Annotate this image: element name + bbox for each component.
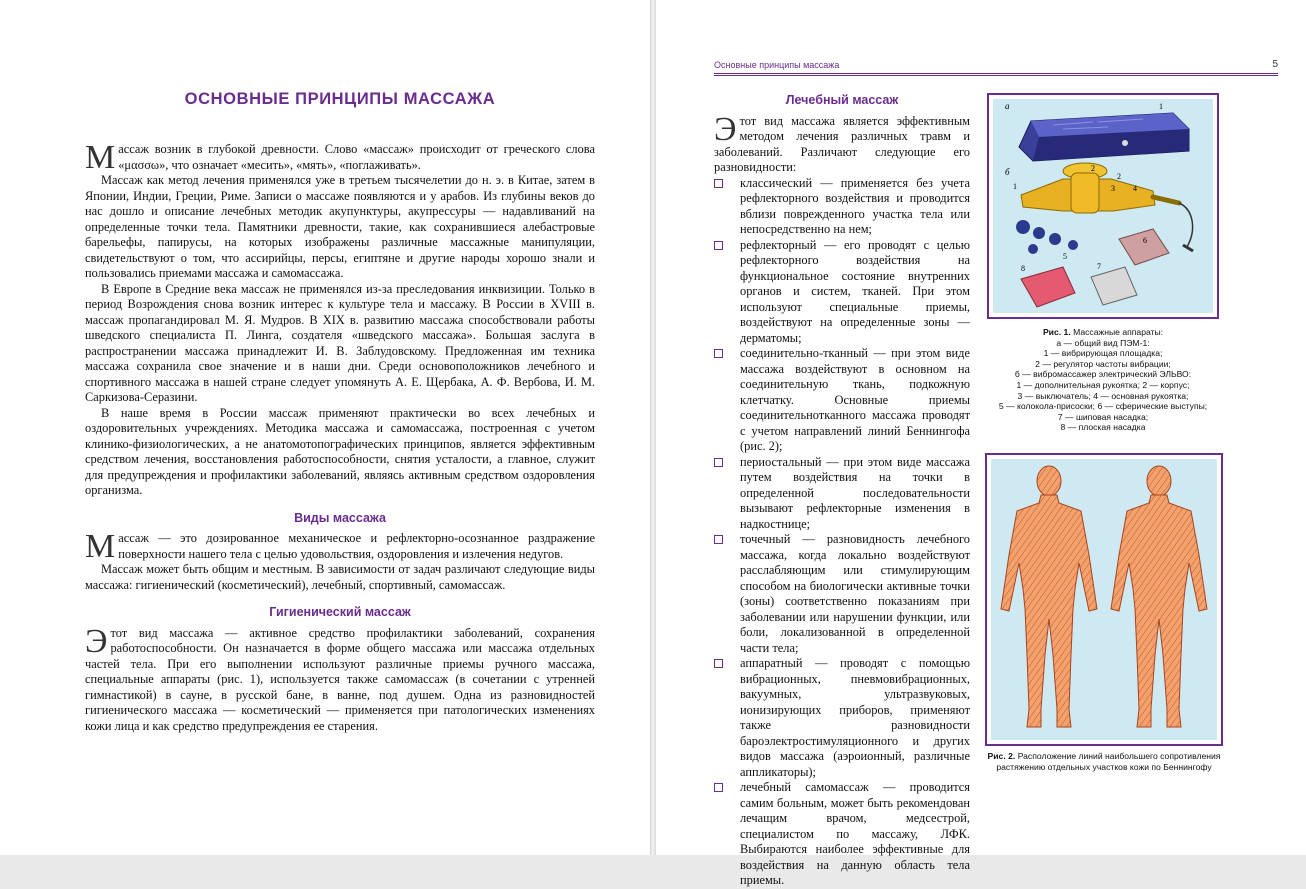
right-page: [656, 0, 1306, 887]
label-2b: 2: [1117, 172, 1121, 181]
flat-pad: [1021, 267, 1075, 307]
label-3: 3: [1111, 184, 1115, 193]
drop-cap: Э: [714, 110, 737, 148]
list-item: соединительно-тканный — при этом виде массажа воздействуют в основном на соединительную ткань, подкожную клетчатку. Основные приемы соединительнотканного массажа проводят с учетом направлений линий Беннингофа (рис. 2);: [714, 346, 970, 455]
page-title: ОСНОВНЫЕ ПРИНЦИПЫ МАССАЖА: [184, 90, 496, 108]
figure-2-benninghoff-lines: [985, 453, 1223, 746]
elvo-device: [1021, 163, 1193, 251]
left-text-column: [85, 139, 595, 734]
list-item: аппаратный — проводят с помощью вибрационных, пневмовибрационных, вакуумных, ультразвуковых, ионизирующих приборов, применяют также разновидности бароэлектростимуляционного и других видов массажа (аэроионный, различные аппликаторы);: [714, 656, 970, 780]
suction-bells: [1016, 220, 1078, 254]
hygiene-paragraph-1: Этот вид массажа — активное средство профилактики заболеваний, сохранения работоспособности. Он назначается в форме общего массажа или массажа отдельных частей тела. При его выполнении используют различные приемы ручного массажа, специальные аппараты (рис. 1), используется также самомассаж (в сочетании с утренней гимнастикой) в сауне, в русской бане, в ванне, под душем. Одна из разновидностей гигиенического массажа — косметический — применяется при патологических изменениях кожи лица и как средство предупреждения ее старения.: [85, 622, 595, 733]
back-body-figure: [1111, 466, 1207, 727]
right-text-column: [714, 93, 970, 889]
checkbox-bullet-icon: [714, 349, 723, 358]
label-4: 4: [1133, 184, 1137, 193]
massage-devices-illustration: [993, 99, 1213, 313]
checkbox-bullet-icon: [714, 535, 723, 544]
drop-cap: Э: [85, 622, 108, 660]
checkbox-bullet-icon: [714, 241, 723, 250]
figure-1-massage-devices: [987, 93, 1219, 319]
intro-paragraph-4: В наше время в России массаж применяют практически во всех лечебных и оздоровительных учреждениях. Методика массажа и самомассажа, построенная с учетом клинико-физиологических, а не анатомотопографических принципов, является эффективным средством лечения, восстановления работоспособности, снятия усталости, а главное, служит для предупреждения и профилактики заболеваний, являясь активным средством оздоровления организма.: [85, 405, 595, 497]
figure-2-caption: Рис. 2. Расположение линий наибольшего сопротивления растяжению отдельных участков кожи по Беннингофу: [987, 751, 1221, 772]
spiked-attachment: [1091, 267, 1137, 305]
list-item: лечебный самомассаж — проводится самим больным, может быть рекомендован лечащим врачом, медсестрой, специалистом по массажу, ЛФК. Выбираются наиболее эффективные для воздействия на данную область тела приемы.: [714, 780, 970, 889]
figure-1-background: [993, 99, 1213, 313]
label-b: б: [1005, 167, 1010, 177]
label-6: 6: [1143, 236, 1147, 245]
label-2: 2: [1091, 164, 1095, 173]
checkbox-bullet-icon: [714, 659, 723, 668]
section-heading-medical: Лечебный массаж: [785, 93, 899, 107]
checkbox-bullet-icon: [714, 783, 723, 792]
front-body-figure: [1001, 466, 1097, 727]
list-item: периостальный — при этом виде массажа путем воздействия на точки в определенной последовательности вызывают рефлекторные изменения в надкостнице;: [714, 455, 970, 533]
drop-cap: М: [85, 139, 116, 176]
label-8: 8: [1021, 264, 1025, 273]
intro-paragraph-2: Массаж как метод лечения применялся уже в третьем тысячелетии до н. э. в Китае, затем в Японии, Индии, Греции, Риме. Записи о массаже появляются и у арабов. Из глубины веков до нас дошло и описание лечебных методик акупунктуры, акупрессуры — надавливаний на определенные точки тела. Памятники древности, такие, как сохранившиеся алебастровые барельефы, папирусы, на которых изображены различные массажные манипуляции, свидетельствуют о том, что ассирийцы, персы, египтяне и другие народы хорошо знали и пользовались приемами массажа и самомассажа.: [85, 173, 595, 280]
label-5: 5: [1063, 252, 1067, 261]
drop-cap: М: [85, 528, 116, 565]
running-head: [714, 60, 1278, 74]
figure-1-caption: Рис. 1. Массажные аппараты: а — общий вид ПЭМ-1: 1 — вибрирующая площадка; 2 — регулятор частоты вибрации; б — вибромассажер электрический ЭЛЬВО: 1 — дополнительная рукоятка; 2 — корпус; 3 — выключатель; 4 — основная рукоятка; 5 — колокола-присоски; 6 — сферические выступы; 7 — шиповая насадка; 8 — плоская насадка: [998, 327, 1208, 433]
label-1b: 1: [1013, 182, 1017, 191]
left-page: [0, 0, 650, 855]
types-paragraph-2: Массаж может быть общим и местным. В зависимости от задач различают следующие виды массажа: гигиенический (косметический), лечебный, спортивный, самомассаж.: [85, 562, 595, 592]
body-lines-illustration: [991, 459, 1217, 740]
figure-2-background: [991, 459, 1217, 740]
list-item: классический — применяется без учета рефлекторного воздействия и проводится вблизи поврежденного участка тела или непосредственно на нем;: [714, 176, 970, 238]
medical-intro: Этот вид массажа является эффективным методом лечения различных травм и заболеваний. Различают следующие его разновидности:: [714, 110, 970, 174]
spherical-pad: [1119, 229, 1169, 265]
label-7: 7: [1097, 262, 1101, 271]
intro-paragraph-3: В Европе в Средние века массаж не применялся из-за преследования инквизиции. Только в период Возрождения снова возник интерес к культуре тела и массажу. В России в XVIII в. массаж пропагандировал М. Я. Мудров. В XIX в. развитию массажа способствовали работы шведского специалиста П. Линга, создателя «шведского массажа». Большая заслуга в распространении массажа принадлежит И. В. Заблудовскому. Предложенная им техника массажа сохранила свое значение и в наши дни. Среди основоположников лечебного и спортивного массажа в нашей стране следует упомянуть А. Е. Щербака, А. Ф. Вербова, И. М. Саркизова-Серазини.: [85, 281, 595, 404]
page-number: 5: [1272, 59, 1278, 70]
pem-1-device: [1019, 113, 1189, 161]
checkbox-bullet-icon: [714, 179, 723, 188]
massage-types-list: [714, 176, 970, 889]
section-heading-hygiene: Гигиенический массаж: [269, 605, 411, 619]
section-heading-types: Виды массажа: [294, 510, 386, 525]
running-head-title: Основные принципы массажа: [714, 60, 840, 70]
label-a: а: [1005, 101, 1010, 111]
types-paragraph-1: Массаж — это дозированное механическое и рефлекторно-осознанное раздражение поверхности нашего тела с целью удовольствия, оздоровления и излечения недугов.: [85, 528, 595, 565]
list-item: точечный — разновидность лечебного массажа, когда локально воздействуют расслабляющим или стимулирующим способом на биологически активные точки (зоны) соответственно показаниям при заболевании или нарушении функции, или боли, локализованной в определенной части тела;: [714, 532, 970, 656]
label-1: 1: [1159, 102, 1163, 111]
checkbox-bullet-icon: [714, 458, 723, 467]
list-item: рефлекторный — его проводят с целью рефлекторного воздействия на функциональное состояние внутренних органов и систем, тканей. При этом используют специальные приемы, воздействуют на определенные зоны — дерматомы;: [714, 238, 970, 347]
intro-paragraph-1: Массаж возник в глубокой древности. Слово «массаж» происходит от греческого слова «μασσω», что означает «месить», «мять», «поглаживать».: [85, 139, 595, 176]
